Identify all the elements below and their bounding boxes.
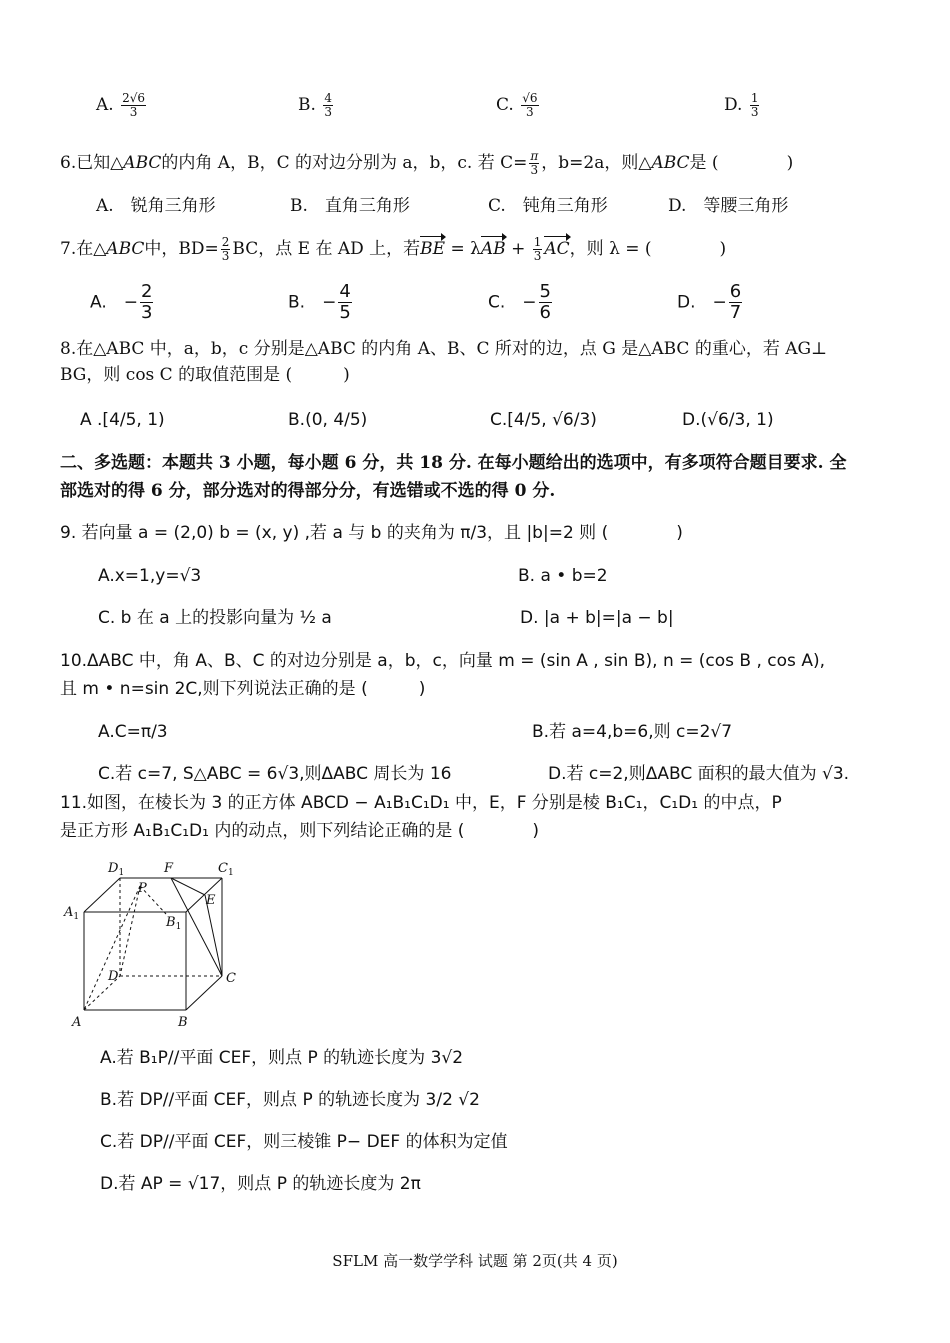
q6-stem: 6.已知△ABC的内角 A，B，C 的对边分别为 a，b，c. 若 C= $\frac{\pi}{3}$ ，b=2a，则△ABC是 ( ) — [60, 149, 794, 177]
label-d: D — [108, 969, 119, 984]
label-c1: $C_1$ — [218, 861, 234, 878]
q11-option-c: C.若 DP//平面 CEF，则三棱锥 P− DEF 的体积为定值 — [100, 1132, 508, 1152]
q7-option-a: A. − $\frac{2}{3}$ — [90, 281, 153, 323]
q9-stem: 9. 若向量 a = (2,0) b = (x, y) ,若 a 与 b 的夹角为 π/3，且 |b|=2 则 ( ) — [60, 523, 683, 543]
q8-option-a: A .[4/5, 1) — [80, 410, 165, 430]
q11-option-a: A.若 B₁P//平面 CEF，则点 P 的轨迹长度为 3√2 — [100, 1048, 464, 1068]
q5-option-b: B. $\frac{4}{3}$ — [298, 91, 332, 119]
q6-option-c: C. 钝角三角形 — [488, 196, 608, 216]
label-b1: $B_1$ — [166, 915, 182, 932]
q7-stem: 7.在△ABC中，BD= $\frac{2}{3}$ BC，点 E 在 AD 上，若BE = λAB + $\frac{1}{3}$ AC，则 λ = ( ) — [60, 235, 727, 263]
section2-header-line1: 二、多选题：本题共 3 小题，每小题 6 分，共 18 分. 在每小题给出的选项中，有多项符合题目要求. 全 — [60, 453, 847, 473]
q10-option-c: C.若 c=7, S△ABC = 6√3,则ΔABC 周长为 16 — [98, 764, 452, 784]
q8-option-d: D.(√6/3, 1) — [682, 410, 774, 430]
label-a1: $A_1$ — [64, 905, 80, 922]
q9-option-a: A.x=1,y=√3 — [98, 566, 202, 586]
q11-option-d: D.若 AP = √17，则点 P 的轨迹长度为 2π — [100, 1174, 421, 1194]
q8-stem-line1: 8.在△ABC 中，a，b，c 分别是△ABC 的内角 A、B、C 所对的边，点 G 是△ABC 的重心，若 AG⊥ — [60, 339, 828, 359]
q10-stem-line1: 10.ΔABC 中，角 A、B、C 的对边分别是 a，b，c，向量 m = (sin A , sin B), n = (cos B , cos A), — [60, 651, 825, 671]
label-a: A — [72, 1015, 82, 1030]
q9-option-d: D. |a + b|=|a − b| — [520, 608, 674, 628]
q7-option-d: D. − $\frac{6}{7}$ — [677, 281, 742, 323]
q9-option-b: B. a • b=2 — [518, 566, 608, 586]
label-d1: $D_1$ — [108, 861, 125, 878]
label-e: E — [206, 893, 216, 908]
q11-option-b: B.若 DP//平面 CEF，则点 P 的轨迹长度为 3/2 √2 — [100, 1090, 480, 1110]
q8-option-c: C.[4/5, √6/3) — [490, 410, 597, 430]
q7-option-c: C. − $\frac{5}{6}$ — [488, 281, 551, 323]
q7-option-b: B. − $\frac{4}{5}$ — [288, 281, 351, 323]
q5-option-c: C. $\frac{√6}{3}$ — [496, 91, 538, 119]
page-footer: SFLM 高一数学学科 试题 第 2页(共 4 页) — [332, 1252, 618, 1270]
q11-stem-line1: 11.如图，在棱长为 3 的正方体 ABCD − A₁B₁C₁D₁ 中，E，F 分别是棱 B₁C₁，C₁D₁ 的中点，P — [60, 793, 782, 813]
q10-option-b: B.若 a=4,b=6,则 c=2√7 — [532, 722, 733, 742]
q11-stem-line2: 是正方形 A₁B₁C₁D₁ 内的动点，则下列结论正确的是 ( ) — [60, 821, 539, 841]
q6-option-b: B. 直角三角形 — [290, 196, 410, 216]
q6-option-a: A. 锐角三角形 — [96, 196, 216, 216]
q5-option-d: D. $\frac{1}{3}$ — [724, 91, 759, 119]
q8-stem-line2: BG，则 cos C 的取值范围是 ( ) — [60, 365, 350, 385]
q9-option-c: C. b 在 a 上的投影向量为 ½ a — [98, 608, 332, 628]
cube-figure — [60, 856, 250, 1036]
q10-stem-line2: 且 m • n=sin 2C,则下列说法正确的是 ( ) — [60, 679, 426, 699]
label-f: F — [164, 861, 174, 876]
label-b: B — [178, 1015, 188, 1030]
q5-option-a: A. $\frac{2√6}{3}$ — [96, 91, 146, 119]
q8-option-b: B.(0, 4/5) — [288, 410, 368, 430]
q10-option-a: A.C=π/3 — [98, 722, 168, 742]
section2-header-line2: 部选对的得 6 分，部分选对的得部分分，有选错或不选的得 0 分. — [60, 481, 556, 501]
label-c: C — [226, 971, 236, 986]
label-p: P — [138, 881, 147, 896]
q6-option-d: D. 等腰三角形 — [668, 196, 789, 216]
q10-option-d: D.若 c=2,则ΔABC 面积的最大值为 √3. — [548, 764, 850, 784]
